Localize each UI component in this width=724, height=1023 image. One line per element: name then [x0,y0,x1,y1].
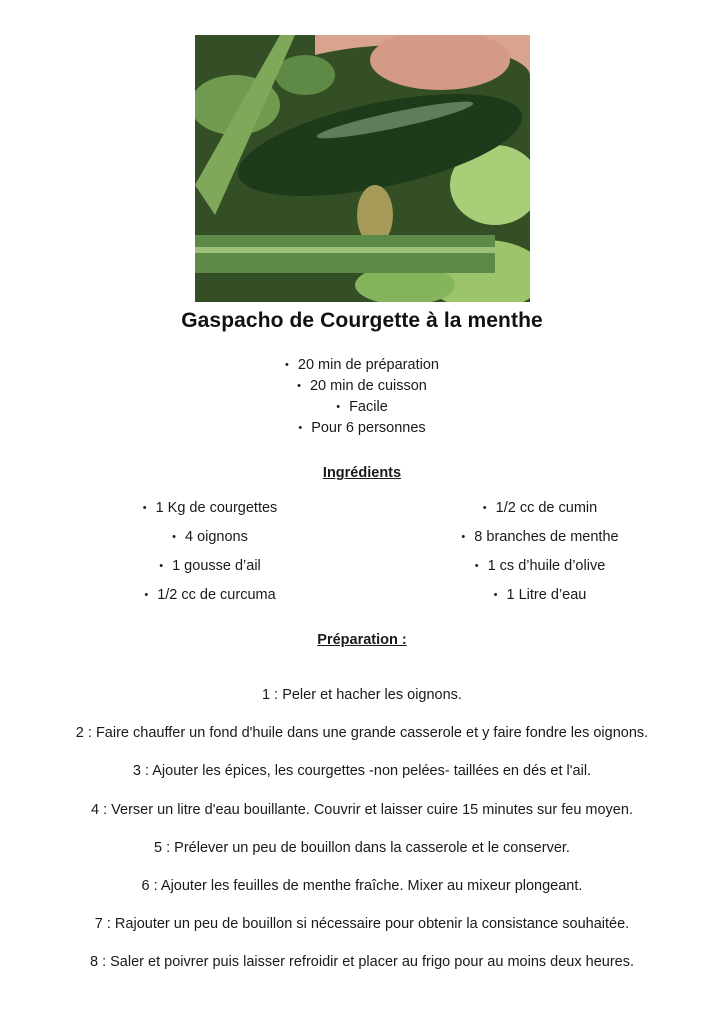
ingredient-item: • 1 Litre d’eau [390,581,690,610]
info-item: • Pour 6 personnes [0,418,724,439]
ingredient-item: • 1 cs d’huile d’olive [390,552,690,581]
ingredient-item: • 8 branches de menthe [390,523,690,552]
ingredient-item: • 1/2 cc de cumin [390,494,690,523]
info-item: • 20 min de cuisson [0,376,724,397]
preparation-steps [0,683,724,989]
ingredient-item: • 1/2 cc de curcuma [60,581,360,610]
preparation-step: 7 : Rajouter un peu de bouillon si nécessaire pour obtenir la consistance souhaitée. [94,916,630,933]
recipe-title: Gaspacho de Courgette à la menthe [181,309,543,332]
ingredients-heading: Ingrédients [322,465,402,481]
preparation-step: 6 : Ajouter les feuilles de menthe fraîche. Mixer au mixeur plongeant. [141,877,583,894]
preparation-step: 4 : Verser un litre d'eau bouillante. Couvrir et laisser cuire 15 minutes sur feu moyen. [91,801,633,818]
preparation-step: 1 : Peler et hacher les oignons. [262,687,462,703]
courgette-photo [195,35,530,302]
recipe-info-list [0,355,724,439]
ingredient-item: • 1 Kg de courgettes [60,494,360,523]
preparation-step: 3 : Ajouter les épices, les courgettes -non pelées- taillées en dés et l'ail. [132,763,592,780]
preparation-heading: Préparation : [317,632,407,648]
ingredient-item: • 1 gousse d’ail [60,552,360,581]
ingredient-item: • 4 oignons [60,523,360,552]
ingredients-right-column [390,494,690,610]
courgette-photo-icon [195,35,530,302]
preparation-step: 2 : Faire chauffer un fond d'huile dans une grande casserole et y faire fondre les oignons. [75,725,649,742]
preparation-step: 5 : Prélever un peu de bouillon dans la casserole et le conserver. [154,839,570,856]
preparation-step: 8 : Saler et poivrer puis laisser refroidir et placer au frigo pour au moins deux heures. [89,954,635,971]
info-item: • 20 min de préparation [0,355,724,376]
ingredients-left-column [60,494,360,610]
info-item: • Facile [0,397,724,418]
